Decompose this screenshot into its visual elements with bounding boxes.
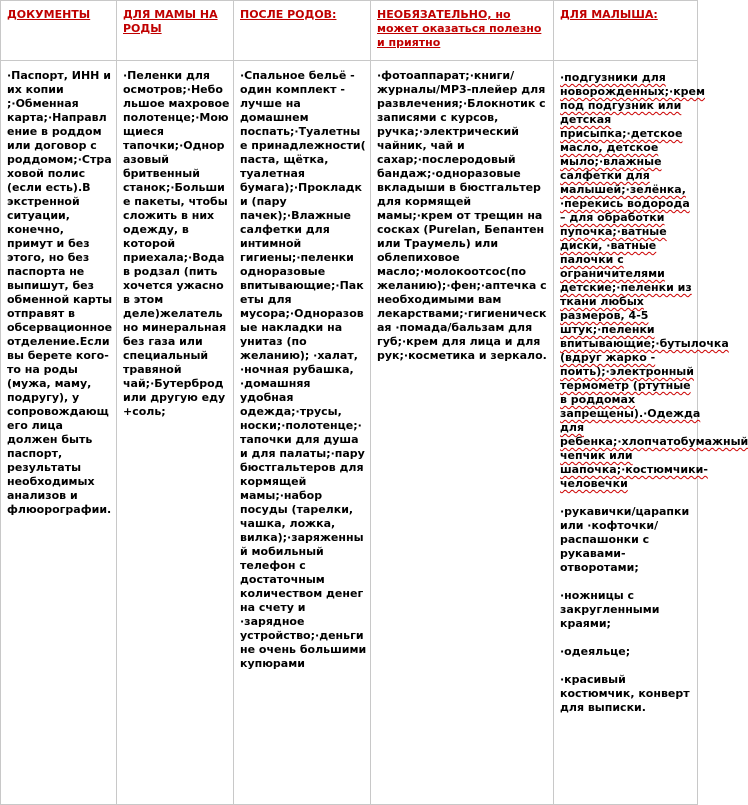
baby-items-discharge: ·красивый костюмчик, конверт для выписки.	[560, 673, 690, 714]
documents-text: ·Паспорт, ИНН и их копии ;·Обменная карта;·Направление в роддом или договор с роддомом;·Страховой полис (если есть).В экстренной ситуации, конечно, примут и без этого, но без паспорта не выпишут, без обменной карты отправят в обсервационное отделение.Если вы берете кого-то на роды (мужа, маму, подругу), у сопровождающего лица должен быть паспорт, результаты необходимых анализов и флюорографии.	[7, 69, 113, 516]
cell-baby	[554, 61, 748, 805]
header-cell-optional	[371, 1, 554, 61]
cell-documents	[1, 61, 117, 805]
mom-items-text: ·Пеленки для осмотров;·Небольшое махровое полотенце;·Моющиеся тапочки;·Одноразовый бритвенный станок;·Большие пакеты, чтобы сложить в них одежду, в которой приехала;·Вода в родзал (пить хочется ужасно в этом деле)желательно минеральная без газа или специальный травяной чай;·Бутерброд или другую еду +соль;	[123, 69, 230, 418]
baby-items-main: ·подгузники для новорожденных;·крем под подгузник или детская присыпка;·детское масло, детское мыло;·влажные салфетки для малышей;·зелёнка, ·перекись водорода – для обработки пупочка;·ватные диски, ·ватные палочки с ограничителями детские;·пеленки из ткани любых размеров, 4-5 штук;·пеленки впитывающие;·бутылочка (вдруг жарко - поить);·электронный термометр (ртутные в роддомах запрещены).·Одежда для ребенка;·хлопчатобумажный чепчик или шапочка;·костюмчики-человечки	[560, 71, 748, 490]
header-for-baby: ДЛЯ МАЛЫША:	[560, 8, 658, 21]
baby-items-scissors: ·ножницы с закругленными краями;	[560, 589, 660, 630]
header-documents: ДОКУМЕНТЫ	[7, 8, 91, 21]
header-cell-mom	[117, 1, 234, 61]
header-cell-after-birth	[234, 1, 371, 61]
header-row	[1, 1, 698, 61]
baby-items-blanket: ·одеяльце;	[560, 645, 631, 658]
header-cell-baby	[554, 1, 698, 61]
header-cell-documents	[1, 1, 117, 61]
header-optional: НЕОБЯЗАТЕЛЬНО, но может оказаться полезно и приятно	[377, 8, 542, 49]
header-for-mom: ДЛЯ МАМЫ НА РОДЫ	[123, 8, 218, 35]
cell-mom	[117, 61, 234, 805]
baby-items-mittens: ·рукавички/царапки или ·кофточки/распашонки с рукавами-отворотами;	[560, 505, 690, 574]
header-after-birth: ПОСЛЕ РОДОВ:	[240, 8, 337, 21]
optional-text: ·фотоаппарат;·книги/журналы/MP3-плейер для развлечения;·Блокнотик с записями с курсов, ручка;·электрический чайник, чай и сахар;·послеродовый бандаж;·одноразовые вкладыши в бюстгальтер для кормящей мамы;·крем от трещин на сосках (Purelan, Бепантен или Траумель) или облепиховое масло;·молокоотсос(по желанию);·фен;·аптечка с необходимыми вам лекарствами;·гигиеническая ·помада/бальзам для губ;·крем для лица и для рук;·косметика и зеркало.	[377, 69, 547, 362]
cell-optional	[371, 61, 554, 805]
after-birth-text: ·Спальное бельё - один комплект - лучше на домашнем поспать;·Туалетные принадлежности( паста, щётка, туалетная бумага);·Прокладки (пару пачек);·Влажные салфетки для интимной гигиены;·пеленки одноразовые впитывающие;·Пакеты для мусора;·Одноразовые накладки на унитаз (по желанию); ·халат, ·ночная рубашка, ·домашняя удобная одежда;·трусы, носки;·полотенце;·тапочки для душа и для палаты;·пару бюстгальтеров для кормящей мамы;·набор посуды (тарелки, чашка, ложка, вилка);·заряженный мобильный телефон с достаточным количеством денег на счету и ·зарядное устройство;·деньги не очень большими купюрами	[240, 69, 367, 670]
cell-after-birth	[234, 61, 371, 805]
content-row	[1, 61, 698, 805]
